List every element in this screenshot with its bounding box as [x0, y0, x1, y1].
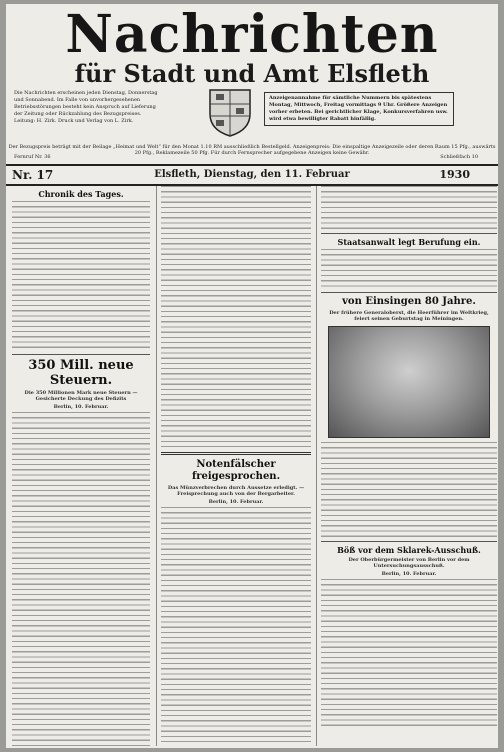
divider: [321, 233, 497, 234]
divider: [321, 541, 497, 542]
issue-date: Elsfleth, Dienstag, den 11. Februar: [154, 169, 350, 180]
continued-text: [321, 186, 497, 230]
column-1: [12, 186, 150, 746]
sklarek-headline: Böß vor dem Sklarek-Ausschuß.: [337, 545, 481, 555]
einsingen-headline: von Einsingen 80 Jahre.: [342, 296, 476, 307]
dateline-bar: [6, 164, 498, 186]
newspaper-subtitle: für Stadt und Amt Elsfleth: [74, 59, 430, 88]
ad-acceptance-notice: Anzeigenannahme für sämtliche Nummern bis spätestens Montag, Mittwoch, Freitag vormittags 9 Uhr. Größere Anzeigen vorher erbeten. Bei gerichtlicher Klage, Konkursverfahren usw. wird etwa bewilligter Rabatt hinfällig.: [264, 92, 454, 126]
sklarek-subheadline: Der Oberbürgermeister von Berlin vor dem Untersuchungsausschuß.: [348, 557, 470, 569]
chronik-text: [12, 201, 150, 351]
portrait-photo: [328, 326, 490, 438]
steuern-headline: 350 Mill. neue Steuern.: [28, 358, 134, 388]
chronik-headline: Chronik des Tages.: [38, 189, 124, 199]
continued-text: [161, 186, 311, 448]
postbox-reference: Schließfach 10: [440, 154, 478, 160]
divider: [12, 354, 150, 355]
divider: [161, 452, 311, 455]
newspaper-title: Nachrichten: [65, 4, 439, 65]
staatsanwalt-text: [321, 249, 497, 289]
notenfaelscher-dateline: Berlin, 10. Februar.: [208, 499, 264, 505]
delivery-notice: Die Nachrichten erscheinen jeden Dienstag, Donnerstag und Sonnabend. Im Falle von unvorhergesehenen Betriebsstörungen besteht kein Anspruch auf Lieferung der Zeitung oder Rückzahlung des Bezugspreises. Leitung: H. Zirk. Druck und Verlag von L. Zirk.: [14, 90, 158, 124]
issue-number: Nr. 17: [12, 168, 54, 182]
divider: [321, 292, 497, 293]
staatsanwalt-headline: Staatsanwalt legt Berufung ein.: [337, 237, 481, 247]
column-2: [156, 186, 311, 746]
sklarek-text: [321, 579, 497, 729]
subscription-info: Der Bezugspreis beträgt mit der Beilage „Heimat und Welt“ für den Monat 1.10 RM ausschließlich Bestellgeld. Anzeigenpreis: Die einspaltige Anzeigezeile oder deren Raum 15 Pfg., auswärts 20 Pfg., Reklamezeile 50 Pfg. Für durch Fernsprecher aufgegebene Anzeigen keine Gewähr.: [8, 144, 496, 156]
steuern-subheadline: Die 350 Millionen Mark neue Steuern — Gesicherte Deckung des Defizits: [24, 390, 138, 402]
einsingen-subheadline: Der frühere Generaloberst, die Heerführer im Weltkrieg, feiert seinen Geburtstag in Meiningen.: [329, 310, 489, 322]
newspaper-page: [6, 4, 498, 748]
notenfaelscher-headline: Notenfälscher freigesprochen.: [191, 459, 281, 482]
phone-reference: Fernruf Nr. 36: [14, 154, 51, 160]
steuern-text: [12, 412, 150, 746]
einsingen-text: [321, 442, 497, 538]
steuern-dateline: Berlin, 10. Februar.: [53, 404, 109, 410]
coat-of-arms-icon: [206, 86, 254, 138]
notenfaelscher-text: [161, 507, 311, 746]
column-3: [316, 186, 497, 746]
sklarek-dateline: Berlin, 10. Februar.: [381, 571, 437, 577]
issue-year: 1930: [439, 168, 470, 181]
notenfaelscher-subheadline: Das Münzverbrechen durch Aussetze erledigt. — Freisprechung auch von der Bergarbeiter.: [167, 485, 305, 497]
masthead: [6, 4, 498, 124]
